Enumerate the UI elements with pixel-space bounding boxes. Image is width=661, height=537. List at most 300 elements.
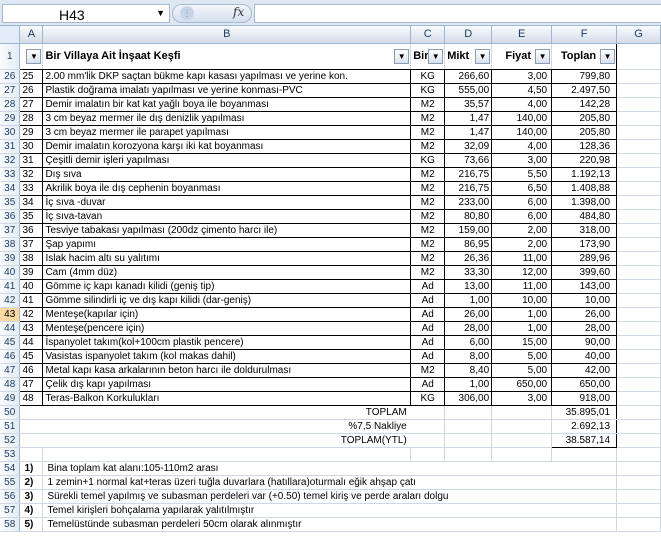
price-cell[interactable]: 6,00: [492, 195, 552, 209]
table-row: [0, 307, 661, 321]
unit-cell[interactable]: M2: [411, 265, 445, 279]
note-row: [0, 489, 661, 503]
total-cell[interactable]: 650,00: [552, 377, 617, 391]
description-cell[interactable]: 3 cm beyaz mermer ile parapet yapılması: [43, 125, 411, 139]
cell[interactable]: [552, 447, 617, 461]
cell[interactable]: [617, 125, 661, 139]
price-cell[interactable]: 1,00: [492, 321, 552, 335]
table-row: [0, 293, 661, 307]
total-cell[interactable]: 484,80: [552, 209, 617, 223]
price-cell[interactable]: 11,00: [492, 279, 552, 293]
item-number-cell[interactable]: 40: [20, 279, 43, 293]
row-header[interactable]: 51: [0, 419, 20, 433]
price-cell[interactable]: 4,00: [492, 97, 552, 111]
row-header[interactable]: 47: [0, 363, 20, 377]
cell[interactable]: [617, 69, 661, 83]
price-cell[interactable]: 2,00: [492, 237, 552, 251]
price-cell[interactable]: 140,00: [492, 111, 552, 125]
total-cell[interactable]: 318,00: [552, 223, 617, 237]
header-cell-total[interactable]: [552, 43, 617, 69]
unit-cell[interactable]: M2: [411, 363, 445, 377]
description-cell[interactable]: Çelik dış kapı yapılması: [43, 377, 411, 391]
price-cell[interactable]: 6,00: [492, 209, 552, 223]
item-number-cell[interactable]: 46: [20, 363, 43, 377]
row-header[interactable]: 50: [0, 405, 20, 419]
item-number-cell[interactable]: 36: [20, 223, 43, 237]
column-header-f[interactable]: F: [552, 26, 617, 43]
description-cell[interactable]: Islak hacim altı su yalıtımı: [43, 251, 411, 265]
quantity-cell[interactable]: 1,00: [445, 377, 492, 391]
header-cell-quantity[interactable]: [445, 43, 492, 69]
cell[interactable]: [617, 237, 661, 251]
cell[interactable]: [617, 251, 661, 265]
row-header[interactable]: 54: [0, 461, 20, 475]
cell[interactable]: [43, 447, 411, 461]
quantity-cell[interactable]: 159,00: [445, 223, 492, 237]
description-cell[interactable]: Teras-Balkon Korkulukları: [43, 391, 411, 405]
description-cell[interactable]: Menteşe(kapılar için): [43, 307, 411, 321]
table-row: [0, 181, 661, 195]
cell[interactable]: [617, 293, 661, 307]
price-cell[interactable]: 3,00: [492, 391, 552, 405]
description-cell[interactable]: İç sıva -duvar: [43, 195, 411, 209]
cell[interactable]: [617, 321, 661, 335]
total-cell[interactable]: 1.192,13: [552, 167, 617, 181]
column-header-g[interactable]: G: [617, 26, 661, 43]
quantity-cell[interactable]: 28,00: [445, 321, 492, 335]
item-number-cell[interactable]: 25: [20, 69, 43, 83]
cell[interactable]: [617, 97, 661, 111]
column-header-c[interactable]: C: [411, 26, 445, 43]
total-label[interactable]: TOPLAM(YTL): [43, 433, 411, 447]
row-header[interactable]: 35: [0, 195, 20, 209]
cell[interactable]: [492, 405, 552, 419]
row-header[interactable]: 36: [0, 209, 20, 223]
quantity-cell[interactable]: 1,47: [445, 111, 492, 125]
item-number-cell[interactable]: 31: [20, 153, 43, 167]
row-header[interactable]: 38: [0, 237, 20, 251]
unit-cell[interactable]: KG: [411, 391, 445, 405]
filter-button[interactable]: ▼: [475, 49, 490, 64]
filter-button[interactable]: ▼: [394, 49, 409, 64]
unit-cell[interactable]: Ad: [411, 279, 445, 293]
total-cell[interactable]: 799,80: [552, 69, 617, 83]
item-number-cell[interactable]: 26: [20, 83, 43, 97]
cell[interactable]: [492, 419, 552, 433]
item-number-cell[interactable]: 28: [20, 111, 43, 125]
header-label: Fiyat: [505, 49, 532, 62]
row-header[interactable]: 42: [0, 293, 20, 307]
note-text[interactable]: Temel kirişleri bohçalama yapılarak yalıtılmıştır: [43, 503, 617, 517]
row-header[interactable]: 52: [0, 433, 20, 447]
row-header[interactable]: 34: [0, 181, 20, 195]
name-box-value: H43: [59, 7, 85, 23]
unit-cell[interactable]: M2: [411, 139, 445, 153]
item-number-cell[interactable]: 34: [20, 195, 43, 209]
row-header[interactable]: 28: [0, 97, 20, 111]
total-cell[interactable]: 26,00: [552, 307, 617, 321]
row-header[interactable]: 39: [0, 251, 20, 265]
formula-input[interactable]: [254, 4, 661, 23]
total-cell[interactable]: 205,80: [552, 125, 617, 139]
quantity-cell[interactable]: 86,95: [445, 237, 492, 251]
total-cell[interactable]: 220,98: [552, 153, 617, 167]
cell[interactable]: [617, 475, 661, 489]
price-cell[interactable]: 3,00: [492, 153, 552, 167]
formula-bar-resize-icon[interactable]: ⋮: [180, 6, 194, 20]
price-cell[interactable]: 2,00: [492, 223, 552, 237]
cell[interactable]: [617, 83, 661, 97]
price-cell[interactable]: 11,00: [492, 251, 552, 265]
description-cell[interactable]: Çeşitli demir işleri yapılması: [43, 153, 411, 167]
item-number-cell[interactable]: 27: [20, 97, 43, 111]
quantity-cell[interactable]: 216,75: [445, 181, 492, 195]
total-cell[interactable]: 28,00: [552, 321, 617, 335]
cell[interactable]: [617, 209, 661, 223]
quantity-cell[interactable]: 26,00: [445, 307, 492, 321]
cell[interactable]: [492, 433, 552, 447]
filter-button[interactable]: ▼: [535, 49, 550, 64]
row-header[interactable]: 49: [0, 391, 20, 405]
price-cell[interactable]: 15,00: [492, 335, 552, 349]
header-cell-unit[interactable]: [411, 43, 445, 69]
total-label[interactable]: %7,5 Nakliye: [43, 419, 411, 433]
cell[interactable]: [617, 265, 661, 279]
total-cell[interactable]: 173,90: [552, 237, 617, 251]
table-row: [0, 377, 661, 391]
column-header-a[interactable]: A: [20, 26, 43, 43]
unit-cell[interactable]: KG: [411, 153, 445, 167]
insert-function-icon[interactable]: fx: [233, 5, 245, 19]
table-row: [0, 223, 661, 237]
unit-cell[interactable]: Ad: [411, 321, 445, 335]
total-cell[interactable]: 918,00: [552, 391, 617, 405]
row-header[interactable]: 43: [0, 307, 20, 321]
description-cell[interactable]: İspanyolet takım(kol+100cm plastik pencere): [43, 335, 411, 349]
cell[interactable]: [617, 461, 661, 475]
cell[interactable]: [617, 517, 661, 531]
cell[interactable]: [617, 181, 661, 195]
cell[interactable]: [617, 223, 661, 237]
row-header[interactable]: 40: [0, 265, 20, 279]
unit-cell[interactable]: M2: [411, 223, 445, 237]
note-number[interactable]: 4): [20, 503, 43, 517]
unit-cell[interactable]: KG: [411, 83, 445, 97]
total-cell[interactable]: 205,80: [552, 111, 617, 125]
cell[interactable]: [445, 405, 492, 419]
row-header[interactable]: 57: [0, 503, 20, 517]
cell[interactable]: [617, 405, 661, 419]
item-number-cell[interactable]: 33: [20, 181, 43, 195]
row-header[interactable]: 44: [0, 321, 20, 335]
empty-row: [0, 447, 661, 461]
cell[interactable]: [617, 111, 661, 125]
description-cell[interactable]: Gömme iç kapı kanadı kilidi (geniş tip): [43, 279, 411, 293]
unit-cell[interactable]: M2: [411, 125, 445, 139]
cell[interactable]: [445, 447, 492, 461]
item-number-cell[interactable]: 38: [20, 251, 43, 265]
quantity-cell[interactable]: 555,00: [445, 83, 492, 97]
table-row: [0, 265, 661, 279]
row-header[interactable]: 56: [0, 489, 20, 503]
item-number-cell[interactable]: 47: [20, 377, 43, 391]
unit-cell[interactable]: M2: [411, 181, 445, 195]
note-text[interactable]: Temelüstünde subasman perdeleri 50cm olarak alınmıştır: [43, 517, 617, 531]
unit-cell[interactable]: M2: [411, 209, 445, 223]
price-cell[interactable]: 650,00: [492, 377, 552, 391]
unit-cell[interactable]: KG: [411, 69, 445, 83]
price-cell[interactable]: 5,50: [492, 167, 552, 181]
row-header[interactable]: 30: [0, 125, 20, 139]
price-cell[interactable]: 12,00: [492, 265, 552, 279]
item-number-cell[interactable]: 32: [20, 167, 43, 181]
cell[interactable]: [20, 405, 43, 419]
table-row: [0, 335, 661, 349]
item-number-cell[interactable]: 29: [20, 125, 43, 139]
description-cell[interactable]: 2.00 mm'lik DKP saçtan bükme kapı kasası yapılması ve yerine kon.: [43, 69, 411, 83]
quantity-cell[interactable]: 233,00: [445, 195, 492, 209]
row-header[interactable]: 31: [0, 139, 20, 153]
price-cell[interactable]: 4,50: [492, 83, 552, 97]
description-cell[interactable]: İç sıva-tavan: [43, 209, 411, 223]
quantity-cell[interactable]: 32,09: [445, 139, 492, 153]
table-row: [0, 69, 661, 83]
cell[interactable]: [617, 433, 661, 447]
header-label: Bir: [413, 49, 429, 62]
cell[interactable]: [617, 167, 661, 181]
price-cell[interactable]: 10,00: [492, 293, 552, 307]
note-row: [0, 461, 661, 475]
table-row: [0, 153, 661, 167]
item-number-cell[interactable]: 37: [20, 237, 43, 251]
description-cell[interactable]: Menteşe(pencere için): [43, 321, 411, 335]
unit-cell[interactable]: Ad: [411, 293, 445, 307]
row-header[interactable]: 55: [0, 475, 20, 489]
table-row: [0, 209, 661, 223]
cell[interactable]: [617, 489, 661, 503]
description-cell[interactable]: Cam (4mm düz): [43, 265, 411, 279]
item-number-cell[interactable]: 44: [20, 335, 43, 349]
unit-cell[interactable]: M2: [411, 195, 445, 209]
quantity-cell[interactable]: 8,40: [445, 363, 492, 377]
item-number-cell[interactable]: 30: [20, 139, 43, 153]
cell[interactable]: [617, 279, 661, 293]
item-number-cell[interactable]: 45: [20, 349, 43, 363]
quantity-cell[interactable]: 1,00: [445, 293, 492, 307]
description-cell[interactable]: Akrilik boya ile dış cephenin boyanması: [43, 181, 411, 195]
unit-cell[interactable]: M2: [411, 251, 445, 265]
row-header[interactable]: 29: [0, 111, 20, 125]
quantity-cell[interactable]: 73,66: [445, 153, 492, 167]
cell[interactable]: [492, 447, 552, 461]
unit-cell[interactable]: Ad: [411, 377, 445, 391]
filter-button[interactable]: ▼: [600, 49, 615, 64]
item-number-cell[interactable]: 42: [20, 307, 43, 321]
row-header[interactable]: 53: [0, 447, 20, 461]
row-header[interactable]: 41: [0, 279, 20, 293]
price-cell[interactable]: 6,50: [492, 181, 552, 195]
description-cell[interactable]: Tesviye tabakası yapılması (200dz çimento harcı ile): [43, 223, 411, 237]
unit-cell[interactable]: M2: [411, 111, 445, 125]
filter-button[interactable]: ▼: [428, 49, 443, 64]
cell[interactable]: [617, 139, 661, 153]
price-cell[interactable]: 3,00: [492, 69, 552, 83]
total-cell[interactable]: 42,00: [552, 363, 617, 377]
spreadsheet-grid: [0, 26, 661, 532]
header-label: Mikt: [447, 49, 470, 62]
price-cell[interactable]: 140,00: [492, 125, 552, 139]
table-row: [0, 237, 661, 251]
cell[interactable]: [20, 433, 43, 447]
row-header[interactable]: 58: [0, 517, 20, 531]
description-cell[interactable]: Demir imalatın bir kat kat yağlı boya ile boyanması: [43, 97, 411, 111]
quantity-cell[interactable]: 306,00: [445, 391, 492, 405]
description-cell[interactable]: Plastik doğrama imalatı yapılması ve yerine konması-PVC: [43, 83, 411, 97]
cell[interactable]: [617, 43, 661, 69]
cell[interactable]: [617, 349, 661, 363]
note-number[interactable]: 3): [20, 489, 43, 503]
item-number-cell[interactable]: 39: [20, 265, 43, 279]
filter-button[interactable]: ▼: [26, 49, 41, 64]
description-cell[interactable]: Vasistas ispanyolet takım (kol makas dahil): [43, 349, 411, 363]
row-header[interactable]: 46: [0, 349, 20, 363]
totals-row: [0, 433, 661, 447]
column-header-e[interactable]: E: [492, 26, 552, 43]
quantity-cell[interactable]: 8,00: [445, 349, 492, 363]
row-header[interactable]: 37: [0, 223, 20, 237]
table-header-row: [0, 43, 661, 69]
header-cell-no[interactable]: [20, 43, 43, 69]
total-label[interactable]: TOPLAM: [43, 405, 411, 419]
total-value[interactable]: 2.692,13: [552, 419, 617, 433]
total-cell[interactable]: 289,96: [552, 251, 617, 265]
unit-cell[interactable]: Ad: [411, 307, 445, 321]
total-cell[interactable]: 90,00: [552, 335, 617, 349]
description-cell[interactable]: Dış sıva: [43, 167, 411, 181]
row-header[interactable]: 32: [0, 153, 20, 167]
cell[interactable]: [20, 419, 43, 433]
unit-cell[interactable]: Ad: [411, 335, 445, 349]
total-cell[interactable]: 1.398,00: [552, 195, 617, 209]
note-text[interactable]: 1 zemin+1 normal kat+teras üzeri tuğla duvarlara (hatıllara)oturmalı eğik ahşap çatı: [43, 475, 617, 489]
quantity-cell[interactable]: 266,60: [445, 69, 492, 83]
price-cell[interactable]: 1,00: [492, 307, 552, 321]
row-header[interactable]: 27: [0, 83, 20, 97]
cell[interactable]: [411, 447, 445, 461]
table-row: [0, 251, 661, 265]
total-cell[interactable]: 142,28: [552, 97, 617, 111]
totals-row: [0, 419, 661, 433]
item-number-cell[interactable]: 41: [20, 293, 43, 307]
total-cell[interactable]: 40,00: [552, 349, 617, 363]
total-cell[interactable]: 10,00: [552, 293, 617, 307]
note-number[interactable]: 1): [20, 461, 43, 475]
cell[interactable]: [411, 433, 445, 447]
quantity-cell[interactable]: 26,36: [445, 251, 492, 265]
cell[interactable]: [617, 377, 661, 391]
row-header[interactable]: 26: [0, 69, 20, 83]
cell[interactable]: [617, 447, 661, 461]
cell[interactable]: [617, 153, 661, 167]
unit-cell[interactable]: Ad: [411, 349, 445, 363]
description-cell[interactable]: Demir imalatın korozyona karşı iki kat boyanması: [43, 139, 411, 153]
description-cell[interactable]: Metal kapı kasa arkalarının beton harcı ile doldurulması: [43, 363, 411, 377]
row-header[interactable]: 45: [0, 335, 20, 349]
note-number[interactable]: 5): [20, 517, 43, 531]
note-number[interactable]: 2): [20, 475, 43, 489]
price-cell[interactable]: 5,00: [492, 349, 552, 363]
quantity-cell[interactable]: 6,00: [445, 335, 492, 349]
cell[interactable]: [617, 307, 661, 321]
cell[interactable]: [445, 419, 492, 433]
cell[interactable]: [445, 433, 492, 447]
note-text[interactable]: Sürekli temel yapılmış ve subasman perdeleri var (+0.50) temel kiriş ve perde araları dolgu: [43, 489, 617, 503]
column-header-b[interactable]: B: [43, 26, 411, 43]
cell[interactable]: [411, 405, 445, 419]
name-box-dropdown-icon[interactable]: ▼: [156, 8, 165, 18]
description-cell[interactable]: Şap yapımı: [43, 237, 411, 251]
header-cell-description[interactable]: [43, 43, 411, 69]
cell[interactable]: [617, 391, 661, 405]
quantity-cell[interactable]: 13,00: [445, 279, 492, 293]
price-cell[interactable]: 5,00: [492, 363, 552, 377]
note-row: [0, 517, 661, 531]
total-cell[interactable]: 399,60: [552, 265, 617, 279]
unit-cell[interactable]: M2: [411, 97, 445, 111]
item-number-cell[interactable]: 43: [20, 321, 43, 335]
table-row: [0, 167, 661, 181]
price-cell[interactable]: 4,00: [492, 139, 552, 153]
table-row: [0, 125, 661, 139]
column-header-row: [0, 26, 661, 43]
table-row: [0, 97, 661, 111]
item-number-cell[interactable]: 35: [20, 209, 43, 223]
cell[interactable]: [411, 419, 445, 433]
quantity-cell[interactable]: 1,47: [445, 125, 492, 139]
cell[interactable]: [617, 195, 661, 209]
note-text[interactable]: Bina toplam kat alanı:105-110m2 arası: [43, 461, 617, 475]
quantity-cell[interactable]: 33,30: [445, 265, 492, 279]
cell[interactable]: [20, 447, 43, 461]
total-cell[interactable]: 128,36: [552, 139, 617, 153]
unit-cell[interactable]: M2: [411, 237, 445, 251]
header-cell-price[interactable]: [492, 43, 552, 69]
total-cell[interactable]: 1.408,88: [552, 181, 617, 195]
item-number-cell[interactable]: 48: [20, 391, 43, 405]
quantity-cell[interactable]: 216,75: [445, 167, 492, 181]
quantity-cell[interactable]: 80,80: [445, 209, 492, 223]
description-cell[interactable]: Gömme silindirli iç ve dış kapı kilidi (dar-geniş): [43, 293, 411, 307]
row-header[interactable]: 33: [0, 167, 20, 181]
total-cell[interactable]: 143,00: [552, 279, 617, 293]
row-header[interactable]: 1: [0, 43, 20, 69]
cell[interactable]: [617, 335, 661, 349]
cell[interactable]: [617, 363, 661, 377]
name-box[interactable]: [2, 4, 170, 23]
select-all-corner[interactable]: [0, 26, 20, 43]
description-cell[interactable]: 3 cm beyaz mermer ile dış denizlik yapılması: [43, 111, 411, 125]
total-value[interactable]: 38.587,14: [552, 433, 617, 447]
quantity-cell[interactable]: 35,57: [445, 97, 492, 111]
unit-cell[interactable]: M2: [411, 167, 445, 181]
column-header-d[interactable]: D: [445, 26, 492, 43]
total-value[interactable]: 35.895,01: [552, 405, 617, 419]
cell[interactable]: [617, 419, 661, 433]
cell[interactable]: [617, 503, 661, 517]
total-cell[interactable]: 2.497,50: [552, 83, 617, 97]
row-header[interactable]: 48: [0, 377, 20, 391]
table-row: [0, 349, 661, 363]
